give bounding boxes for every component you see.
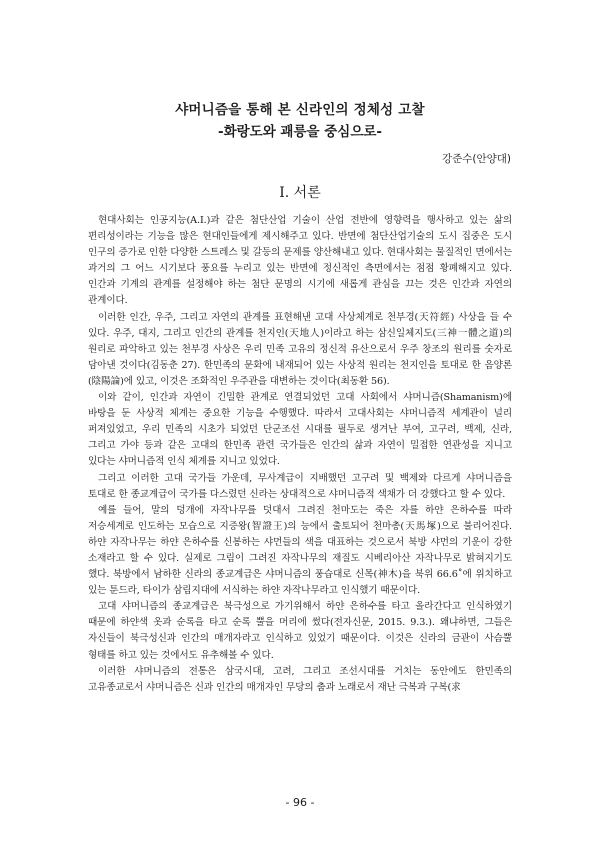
paragraph: 고대 샤머니즘의 종교계급은 북극성으로 가기위해서 하얀 은하수를 타고 올라간다고 인식하였기 때문에 하얀색 옷과 순록을 타고 순록 뿔을 머리에 썼다(전자신문, 2015. 9.3.). 왜냐하면, 그들은 자신들이 북극성신과 인간의 매개자라고 인식하고 있었기 때문이다. 이것은 신라의 금관이 사슴뿔 형태를 하고 있는 것에서도 유추해볼 수 있다.: [88, 601, 512, 661]
paragraph: 이와 같이, 인간과 자연이 긴밀한 관계로 연결되었던 고대 사회에서 샤머니즘(Shamanism)에 바탕을 둔 사상적 체계는 중요한 기능을 수행했다. 따라서 고대사회는 샤머니즘적 세계관이 널리 퍼져있었고, 우리 민족의 시초가 되었던 단군조선 시대를 필두로 생겨난 부여, 고구려, 백제, 신라, 그리고 가야 등과 같은 고대의 한민족 관련 국가들은 인간의 삶과 자연이 밀접한 연관성을 지니고 있다는 샤머니즘적 인식 체계를 지니고 있었다.: [88, 392, 512, 468]
page-number: - 96 -: [285, 796, 315, 809]
paper-title: 샤머니즘을 통해 본 신라인의 정체성 고찰: [175, 102, 425, 118]
paragraph: 이러한 샤머니즘의 전통은 삼국시대, 고려, 그리고 조선시대를 거치는 동안에도 한민족의 고유종교로서 샤머니즘은 신과 인간의 매개자인 무당의 춤과 노래로서 재난 극복과 구복(求: [88, 665, 512, 693]
section-heading: Ⅰ. 서론: [279, 185, 321, 201]
paragraph: 현대사회는 인공지능(A.I.)과 같은 첨단산업 기술이 산업 전반에 영향력을 행사하고 있는 삶의 편리성이라는 기능을 많은 현대인들에게 제시해주고 있다. 반면에 첨단산업기술의 도시 집중은 도시 인구의 증가로 인한 다양한 스트레스 및 갈등의 문제를 양산해내고 있다. 현대사회는 물질적인 면에서는 과거의 그 어느 시기보다 풍요를 누리고 있는 반면에 정신적인 측면에서는 점점 황폐해지고 있다. 인간과 기계의 관계를 설정해야 하는 첨단 문명의 시기에 새롭게 관심을 끄는 것은 인간과 자연의 관계이다.: [88, 215, 512, 307]
paper-subtitle: -화랑도와 괘릉을 중심으로-: [217, 124, 383, 140]
author-affiliation: 강준수(안양대): [441, 153, 511, 165]
paragraph: 예를 들어, 말의 덩개에 자작나무를 덧대서 그려진 천마도는 죽은 자를 하얀 은하수를 따라 저승세계로 인도하는 모습으로 지증왕(智證王)의 능에서 출토되어 천마총(天馬塚)으로 불리어진다. 하얀 자작나무는 하얀 은하수를 신봉하는 샤먼들의 색을 대표하는 것으로서 북방 샤먼의 기운이 강한 소재라고 할 수 있다. 실제로 그림이 그려진 자작나무의 재질도 시베리아산 자작나무로 밝혀지기도 했다. 북방에서 남하한 신라의 종교계급은 샤머니즘의 풍습대로 신목(神木)을 북위 66.6˚에 위치하고 있는 툰드라, 타이가 삼림지대에 서식하는 하얀 자작나무라고 인식했기 때문이다.: [88, 504, 512, 597]
body-text: [88, 213, 512, 696]
paragraph: 그리고 이러한 고대 국가들 가운데, 무사계급이 지배했던 고구려 및 백제와 다르게 샤머니즘을 토대로 한 종교계급이 국가를 다스렸던 신라는 상대적으로 샤머니즘적 색채가 더 강했다고 할 수 있다.: [88, 472, 512, 500]
paragraph: 이러한 인간, 우주, 그리고 자연의 관계를 표현해낸 고대 사상체계로 천부경(天符經) 사상을 들 수 있다. 우주, 대지, 그리고 인간의 관계를 천지인(天地人)이라고 하는 삼신일체지도(三神一體之道)의 원리로 파악하고 있는 천부경 사상은 우리 민족 고유의 정신적 유산으로서 우주 창조의 원리를 숫자로 담아낸 것이다(김동춘 27). 한민족의 문화에 내재되어 있는 사상적 원리는 천지인을 토대로 한 음양론(陰陽論)에 있고, 이것은 조화적인 우주관을 대변하는 것이다(최동환 56).: [88, 311, 512, 387]
